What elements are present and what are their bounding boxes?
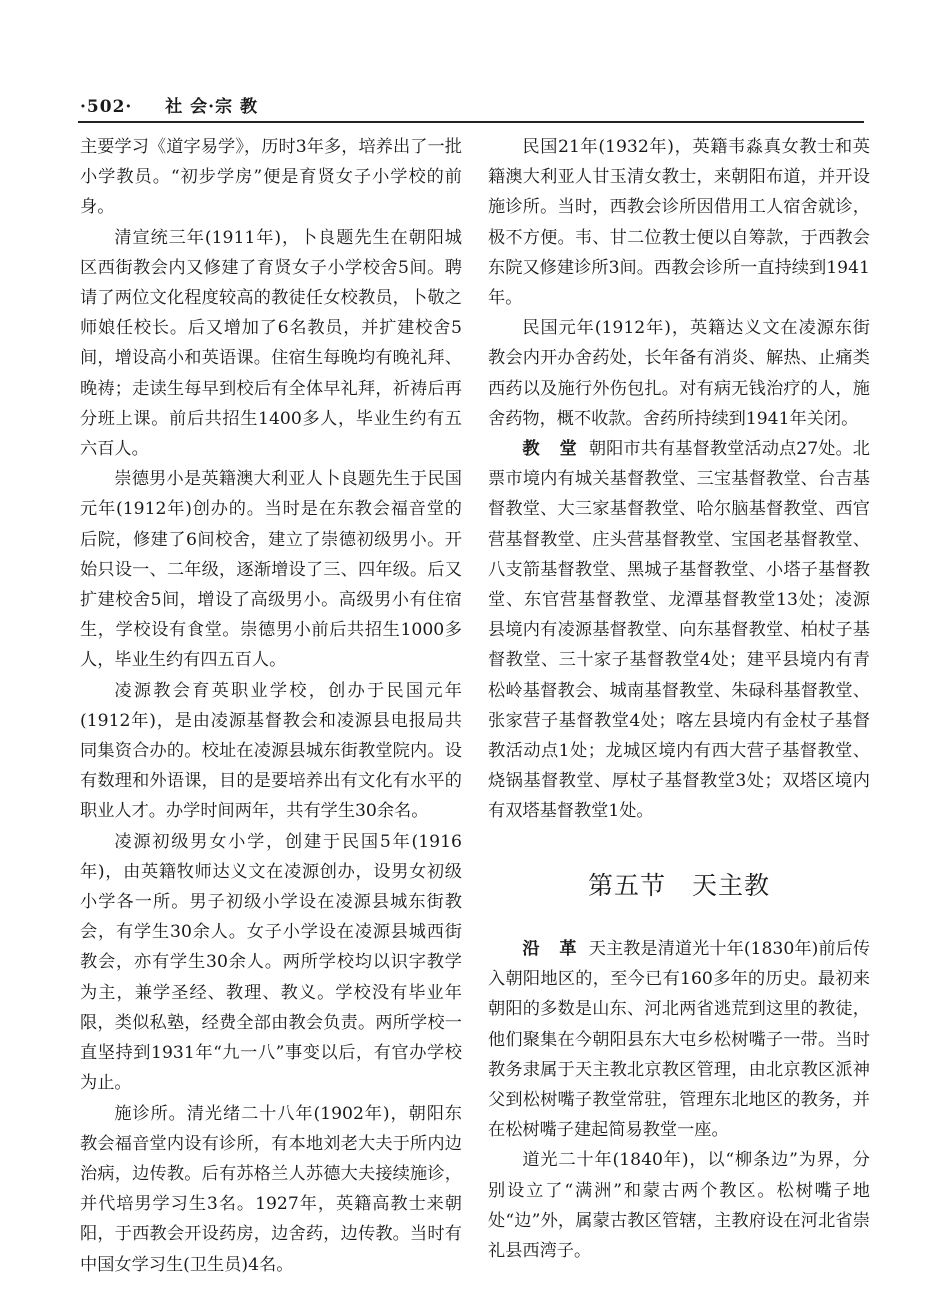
paragraph <box>488 434 870 827</box>
paragraph: 道光二十年(1840年)，以“柳条边”为界，分别设立了“满洲”和蒙古两个教区。松树嘴子地处“边”外，属蒙古教区管辖，主教府设在河北省崇礼县西湾子。 <box>488 1150 870 1262</box>
paragraph-text: 天主教是清道光十年(1830年)前后传入朝阳地区的，至今已有160多年的历史。最初来朝阳的多数是山东、河北两省逃荒到这里的教徒，他们聚集在今朝阳县东大屯乡松树嘴子一带。当时教务隶属于天主教北京教区管理，由北京教区派神父到松树嘴子教堂常驻，管理东北地区的教务，并在松树嘴子建起简易教堂一座。 <box>488 939 871 1141</box>
paragraph: 凌源教会育英职业学校，创办于民国元年(1912年)，是由凌源基督教会和凌源县电报局共同集资合办的。校址在凌源县城东街教堂院内。设有数理和外语课，目的是要培养出有文化有水平的职业人才。办学时间两年，共有学生30余名。 <box>80 680 462 822</box>
paragraph <box>488 934 870 1145</box>
section-title: 第五节 天主教 <box>587 871 770 900</box>
right-column-lower <box>488 934 870 1266</box>
paragraph: 民国21年(1932年)，英籍韦淼真女教士和英籍澳大利亚人甘玉清女教士，来朝阳布道，并开设施诊所。当时，西教会诊所因借用工人宿舍就诊，极不方便。韦、甘二位教士便以自筹款，于西教会东院又修建诊所3间。西教会诊所一直持续到1941年。 <box>488 137 870 309</box>
paragraph: 崇德男小是英籍澳大利亚人卜良题先生于民国元年(1912年)创办的。当时是在东教会福音堂的后院，修建了6间校舍，建立了崇德初级男小。开始只设一、二年级，逐渐增设了三、四年级。后又扩建校舍5间，增设了高级男小。高级男小有住宿生，学校设有食堂。崇德男小前后共招生1000多人，毕业生约有四五百人。 <box>80 469 462 671</box>
right-column <box>488 132 870 827</box>
page-header <box>80 92 258 117</box>
left-column <box>80 132 462 1280</box>
paragraph: 主要学习《道字易学》，历时3年多，培养出了一批小学教员。“初步学房”便是育贤女子小学校的前身。 <box>80 137 462 218</box>
paragraph: 施诊所。清光绪二十八年(1902年)，朝阳东教会福音堂内设有诊所，有本地刘老大夫于所内边治病，边传教。后有苏格兰人苏德大夫接续施诊，并代培男学习生3名。1927年，英籍高教士来朝阳，于西教会开设药房，边舍药，边传教。当时有中国女学习生(卫生员)4名。 <box>80 1103 462 1275</box>
page-number: ·502· <box>80 97 133 117</box>
paragraph-text: 朝阳市共有基督教堂活动点27处。北票市境内有城关基督教堂、三宝基督教堂、台吉基督教堂、大三家基督教堂、哈尔脑基督教堂、西官营基督教堂、庄头营基督教堂、宝国老基督教堂、八支箭基督教堂、黑城子基督教堂、小塔子基督教堂、东官营基督教堂、龙潭基督教堂13处；凌源县境内有凌源基督教堂、向东基督教堂、柏杖子基督教堂、三十家子基督教堂4处；建平县境内有青松岭基督教会、城南基督教堂、朱碌科基督教堂、张家营子基督教堂4处；喀左县境内有金杖子基督教活动点1处；龙城区境内有西大营子基督教堂、烧锅基督教堂、厚杖子基督教堂3处；双塔区境内有双塔基督教堂1处。 <box>488 439 870 822</box>
header-rule <box>78 121 864 123</box>
paragraph: 民国元年(1912年)，英籍达义文在凌源东街教会内开办舍药处，长年备有消炎、解热、止痛类西药以及施行外伤包扎。对有病无钱治疗的人，施舍药物，概不收款。舍药所持续到1941年关闭。 <box>488 318 870 429</box>
chapter-title: 社 会·宗 教 <box>165 97 259 117</box>
run-in-heading: 教 堂 <box>522 439 584 460</box>
paragraph: 凌源初级男女小学，创建于民国5年(1916年)，由英籍牧师达义文在凌源创办，设男女初级小学各一所。男子初级小学设在凌源县城东街教会，有学生30余人。女子小学设在凌源县城西街教会，亦有学生30余人。两所学校均以识字教学为主，兼学圣经、教理、教义。学校没有毕业年限，类似私塾，经费全部由教会负责。两所学校一直坚持到1931年“九一八”事变以后，有官办学校为止。 <box>80 831 462 1094</box>
paragraph: 清宣统三年(1911年)，卜良题先生在朝阳城区西街教会内又修建了育贤女子小学校舍5间。聘请了两位文化程度较高的教徒任女校教员，卜敬之师娘任校长。后又增加了6名教员，并扩建校舍5间，增设高小和英语课。住宿生每晚均有晚礼拜、晚祷；走读生每早到校后有全体早礼拜，祈祷后再分班上课。前后共招生1400多人，毕业生约有五六百人。 <box>80 227 462 460</box>
run-in-heading: 沿 革 <box>522 939 584 959</box>
